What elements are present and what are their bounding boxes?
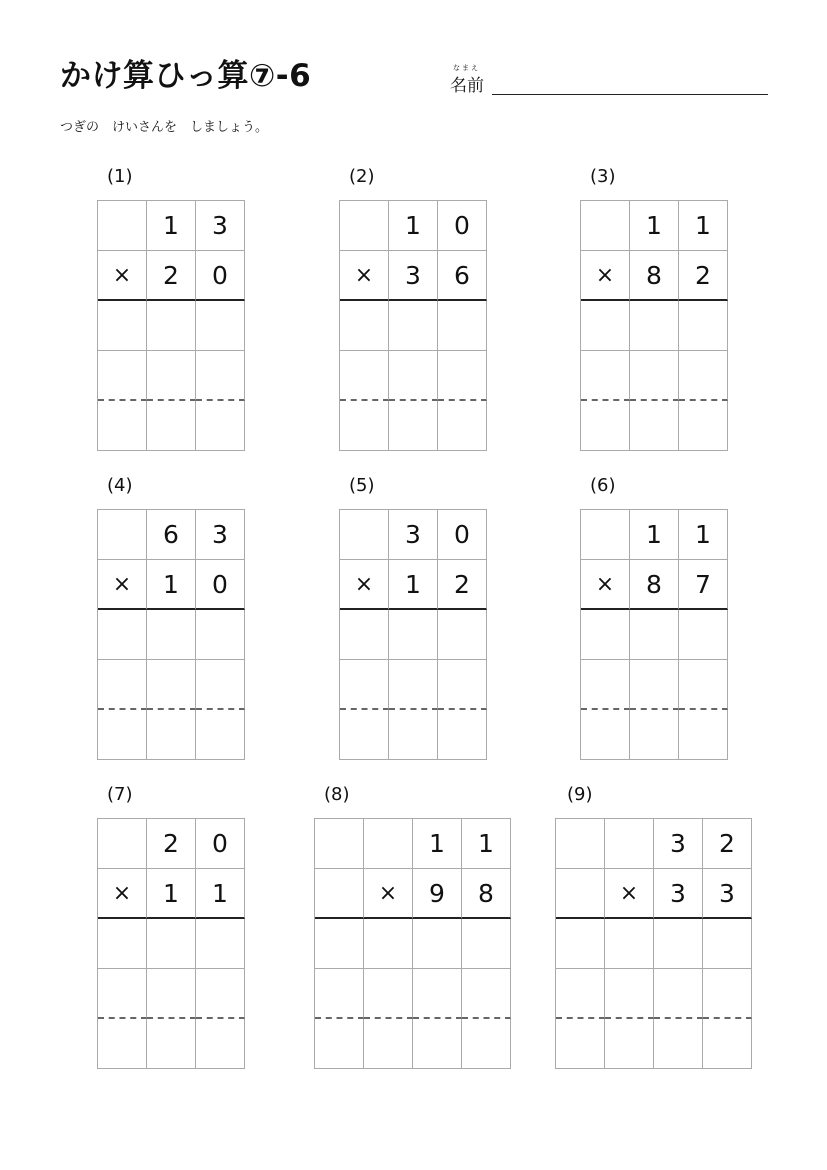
multiplicand-digit	[98, 510, 147, 560]
multiplier-digit: 8	[630, 560, 679, 610]
answer-cell[interactable]	[630, 401, 679, 451]
multiplicand-digit	[581, 510, 630, 560]
answer-cell[interactable]	[679, 301, 728, 351]
answer-cell[interactable]	[340, 610, 389, 660]
multiplicand-digit	[605, 819, 654, 869]
answer-cell[interactable]	[556, 1019, 605, 1069]
answer-cell[interactable]	[340, 401, 389, 451]
multiplicand-digit: 1	[679, 510, 728, 560]
answer-cell[interactable]	[98, 401, 147, 451]
page-title: かけ算ひっ算⑦-6	[60, 58, 312, 94]
answer-cell[interactable]	[556, 919, 605, 969]
multiplicand-digit: 3	[196, 510, 245, 560]
answer-cell[interactable]	[147, 401, 196, 451]
multiplier-digit: 2	[679, 251, 728, 301]
multiplicand-digit	[98, 201, 147, 251]
multiplicand-digit	[340, 201, 389, 251]
answer-cell[interactable]	[389, 351, 438, 401]
answer-cell[interactable]	[147, 710, 196, 760]
answer-cell[interactable]	[98, 919, 147, 969]
answer-cell[interactable]	[147, 610, 196, 660]
answer-cell[interactable]	[581, 351, 630, 401]
answer-cell[interactable]	[605, 1019, 654, 1069]
answer-cell[interactable]	[364, 919, 413, 969]
answer-cell[interactable]	[679, 710, 728, 760]
multiplicand-digit: 2	[147, 819, 196, 869]
answer-cell[interactable]	[581, 660, 630, 710]
answer-cell[interactable]	[413, 969, 462, 1019]
name-label: 名前	[450, 76, 484, 96]
multiplier-digit: 3	[654, 869, 703, 919]
problem-grid	[314, 818, 511, 1069]
problem-grid	[580, 509, 728, 760]
problem-grid	[555, 818, 752, 1069]
problem-grid	[580, 200, 728, 451]
multiplicand-digit: 2	[703, 819, 752, 869]
multiplier-digit: 6	[438, 251, 487, 301]
answer-cell[interactable]	[438, 610, 487, 660]
multiplier-digit: 9	[413, 869, 462, 919]
answer-cell[interactable]	[630, 610, 679, 660]
name-field[interactable]	[492, 94, 768, 95]
multiplicand-digit: 3	[389, 510, 438, 560]
answer-cell[interactable]	[98, 1019, 147, 1069]
answer-cell[interactable]	[98, 660, 147, 710]
problem-grid	[97, 818, 245, 1069]
answer-cell[interactable]	[630, 301, 679, 351]
multiplier-digit: 1	[196, 869, 245, 919]
multiply-sign: ×	[581, 560, 630, 610]
multiply-sign: ×	[98, 560, 147, 610]
problem-label: (9)	[567, 784, 593, 805]
answer-cell[interactable]	[389, 401, 438, 451]
answer-cell[interactable]	[556, 969, 605, 1019]
answer-cell[interactable]	[389, 301, 438, 351]
multiplicand-digit: 0	[438, 510, 487, 560]
answer-cell[interactable]	[703, 919, 752, 969]
multiplicand-digit: 1	[630, 510, 679, 560]
answer-cell[interactable]	[196, 660, 245, 710]
multiplicand-digit: 0	[438, 201, 487, 251]
multiplier-digit: 2	[147, 251, 196, 301]
multiplicand-digit	[340, 510, 389, 560]
multiplicand-digit	[315, 819, 364, 869]
answer-cell[interactable]	[147, 1019, 196, 1069]
answer-cell[interactable]	[196, 301, 245, 351]
answer-cell[interactable]	[438, 660, 487, 710]
multiplicand-digit: 1	[462, 819, 511, 869]
multiply-sign: ×	[581, 251, 630, 301]
multiplier-digit	[315, 869, 364, 919]
answer-cell[interactable]	[605, 969, 654, 1019]
answer-cell[interactable]	[147, 301, 196, 351]
answer-cell[interactable]	[364, 969, 413, 1019]
multiplier-digit: 1	[147, 560, 196, 610]
answer-cell[interactable]	[389, 610, 438, 660]
multiplier-digit: 3	[389, 251, 438, 301]
answer-cell[interactable]	[679, 351, 728, 401]
multiplier-digit: 0	[196, 560, 245, 610]
answer-cell[interactable]	[98, 610, 147, 660]
answer-cell[interactable]	[98, 351, 147, 401]
answer-cell[interactable]	[340, 351, 389, 401]
multiply-sign: ×	[98, 869, 147, 919]
multiply-sign: ×	[364, 869, 413, 919]
answer-cell[interactable]	[196, 401, 245, 451]
answer-cell[interactable]	[654, 919, 703, 969]
multiplier-digit: 8	[462, 869, 511, 919]
multiplicand-digit: 1	[413, 819, 462, 869]
answer-cell[interactable]	[654, 969, 703, 1019]
multiplicand-digit	[98, 819, 147, 869]
problem-label: (1)	[107, 166, 133, 187]
multiplicand-digit: 3	[196, 201, 245, 251]
answer-cell[interactable]	[438, 351, 487, 401]
multiplicand-digit: 3	[654, 819, 703, 869]
answer-cell[interactable]	[196, 1019, 245, 1069]
instruction-text: つぎの けいさんを しましょう。	[60, 120, 269, 135]
answer-cell[interactable]	[462, 1019, 511, 1069]
answer-cell[interactable]	[196, 351, 245, 401]
answer-cell[interactable]	[340, 660, 389, 710]
problem-grid	[97, 200, 245, 451]
answer-cell[interactable]	[438, 301, 487, 351]
answer-cell[interactable]	[605, 919, 654, 969]
problem-grid	[97, 509, 245, 760]
answer-cell[interactable]	[196, 610, 245, 660]
answer-cell[interactable]	[98, 969, 147, 1019]
answer-cell[interactable]	[147, 351, 196, 401]
multiplier-digit: 1	[389, 560, 438, 610]
answer-cell[interactable]	[196, 710, 245, 760]
answer-cell[interactable]	[315, 969, 364, 1019]
answer-cell[interactable]	[413, 1019, 462, 1069]
answer-cell[interactable]	[679, 401, 728, 451]
answer-cell[interactable]	[462, 919, 511, 969]
answer-cell[interactable]	[630, 660, 679, 710]
multiplicand-digit: 1	[389, 201, 438, 251]
answer-cell[interactable]	[196, 969, 245, 1019]
multiplier-digit: 2	[438, 560, 487, 610]
multiplicand-digit: 0	[196, 819, 245, 869]
answer-cell[interactable]	[147, 969, 196, 1019]
multiplicand-digit: 1	[630, 201, 679, 251]
answer-cell[interactable]	[364, 1019, 413, 1069]
answer-cell[interactable]	[703, 969, 752, 1019]
answer-cell[interactable]	[630, 710, 679, 760]
answer-cell[interactable]	[581, 301, 630, 351]
answer-cell[interactable]	[98, 710, 147, 760]
problem-label: (7)	[107, 784, 133, 805]
problem-grid	[339, 200, 487, 451]
answer-cell[interactable]	[630, 351, 679, 401]
answer-cell[interactable]	[438, 401, 487, 451]
answer-cell[interactable]	[315, 919, 364, 969]
multiplier-digit	[556, 869, 605, 919]
answer-cell[interactable]	[196, 919, 245, 969]
multiplicand-digit: 1	[147, 201, 196, 251]
answer-cell[interactable]	[340, 710, 389, 760]
answer-cell[interactable]	[389, 710, 438, 760]
multiply-sign: ×	[98, 251, 147, 301]
answer-cell[interactable]	[679, 660, 728, 710]
problem-label: (3)	[590, 166, 616, 187]
multiply-sign: ×	[340, 560, 389, 610]
answer-cell[interactable]	[703, 1019, 752, 1069]
problem-label: (5)	[349, 475, 375, 496]
answer-cell[interactable]	[654, 1019, 703, 1069]
answer-cell[interactable]	[147, 919, 196, 969]
problem-label: (4)	[107, 475, 133, 496]
problem-grid	[339, 509, 487, 760]
answer-cell[interactable]	[389, 660, 438, 710]
multiplicand-digit: 1	[679, 201, 728, 251]
answer-cell[interactable]	[679, 610, 728, 660]
answer-cell[interactable]	[413, 919, 462, 969]
answer-cell[interactable]	[147, 660, 196, 710]
answer-cell[interactable]	[438, 710, 487, 760]
multiplicand-digit: 6	[147, 510, 196, 560]
multiplicand-digit	[581, 201, 630, 251]
multiplier-digit: 7	[679, 560, 728, 610]
multiply-sign: ×	[340, 251, 389, 301]
multiplier-digit: 3	[703, 869, 752, 919]
answer-cell[interactable]	[581, 710, 630, 760]
multiply-sign: ×	[605, 869, 654, 919]
problem-label: (6)	[590, 475, 616, 496]
answer-cell[interactable]	[98, 301, 147, 351]
answer-cell[interactable]	[340, 301, 389, 351]
name-ruby: なまえ	[453, 64, 480, 72]
multiplicand-digit	[364, 819, 413, 869]
multiplier-digit: 0	[196, 251, 245, 301]
multiplier-digit: 8	[630, 251, 679, 301]
problem-label: (2)	[349, 166, 375, 187]
multiplier-digit: 1	[147, 869, 196, 919]
answer-cell[interactable]	[462, 969, 511, 1019]
multiplicand-digit	[556, 819, 605, 869]
answer-cell[interactable]	[581, 401, 630, 451]
answer-cell[interactable]	[581, 610, 630, 660]
answer-cell[interactable]	[315, 1019, 364, 1069]
problem-label: (8)	[324, 784, 350, 805]
